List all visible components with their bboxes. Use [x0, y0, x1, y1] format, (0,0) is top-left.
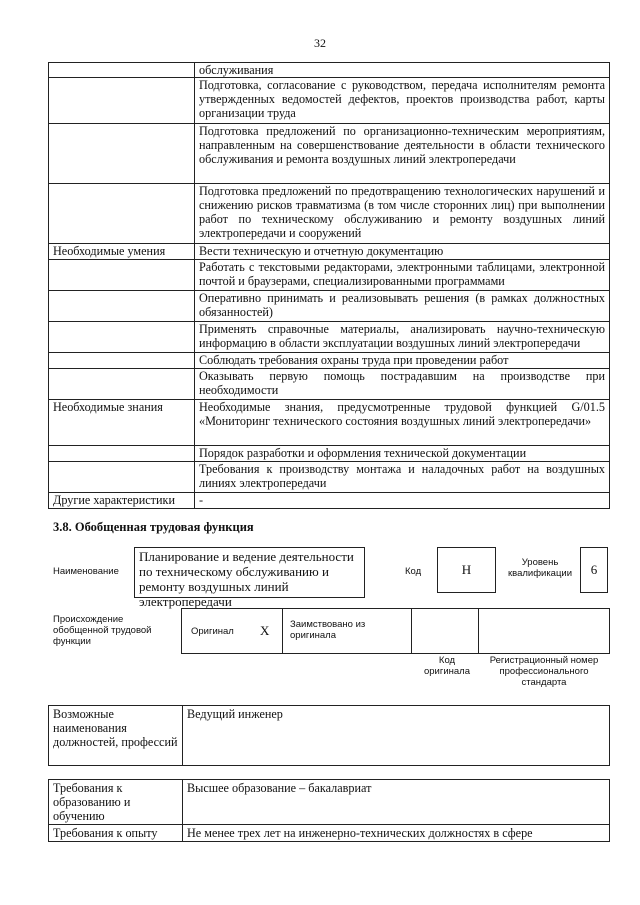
- positions-table: [48, 705, 610, 766]
- table-row: [49, 244, 610, 260]
- table-row: [49, 124, 610, 184]
- row-label: [49, 260, 195, 291]
- table-row: [49, 825, 610, 842]
- table-row: [49, 446, 610, 462]
- code-label: Код: [405, 566, 422, 577]
- table-row: [49, 353, 610, 369]
- table-row: [49, 400, 610, 446]
- row-label: Требования к опыту: [49, 825, 183, 842]
- table-row: [49, 369, 610, 400]
- row-label: Возможные наименования должностей, профессий: [49, 706, 183, 766]
- row-label: [49, 63, 195, 78]
- section-heading: 3.8. Обобщенная трудовая функция: [53, 520, 254, 534]
- table-row: [49, 63, 610, 78]
- row-label: [49, 462, 195, 493]
- row-value: Высшее образование – бакалавриат: [183, 780, 610, 825]
- row-text: Подготовка предложений по организационно-техническим мероприятиям, направленным на совершенствование деятельности в области технического обслуживания и ремонта воздушных линий электропередачи: [195, 124, 610, 184]
- row-text: Оперативно принимать и реализовывать решения (в рамках должностных обязанностей): [195, 291, 610, 322]
- code-box: H: [437, 547, 496, 593]
- table-row: [49, 322, 610, 353]
- page-number: 32: [314, 36, 326, 50]
- row-label: [49, 124, 195, 184]
- level-box: 6: [580, 547, 608, 593]
- row-label: Необходимые умения: [49, 244, 195, 260]
- original-mark: X: [260, 623, 270, 638]
- reg-number-caption: Регистрационный номер профессионального стандарта: [489, 655, 599, 688]
- row-text: Порядок разработки и оформления технической документации: [195, 446, 610, 462]
- name-label: Наименование: [53, 566, 119, 577]
- table-row: [49, 706, 610, 766]
- table-row: [49, 260, 610, 291]
- function-name-box: Планирование и ведение деятельности по техническому обслуживанию и ремонту воздушных линий электропередачи: [134, 547, 365, 598]
- borrowed-label: Заимствовано из оригинала: [290, 619, 366, 641]
- table-row: [49, 184, 610, 244]
- row-label: [49, 446, 195, 462]
- table-row: [49, 493, 610, 509]
- skills-knowledge-table: [48, 62, 610, 509]
- row-label: Необходимые знания: [49, 400, 195, 446]
- row-label: [49, 291, 195, 322]
- divider: [411, 609, 412, 653]
- row-value: Ведущий инженер: [183, 706, 610, 766]
- row-text: Соблюдать требования охраны труда при проведении работ: [195, 353, 610, 369]
- row-label: [49, 322, 195, 353]
- row-label: Другие характеристики: [49, 493, 195, 509]
- code-original-caption: Код оригинала: [423, 655, 470, 677]
- origin-label: Происхождение обобщенной трудовой функции: [53, 614, 152, 647]
- level-label: Уровень квалификации: [507, 557, 573, 579]
- table-row: [49, 462, 610, 493]
- row-value: Не менее трех лет на инженерно-технических должностях в сфере: [183, 825, 610, 842]
- row-text: Подготовка предложений по предотвращению технологических нарушений и снижению рисков травматизма (в том числе сторонних лиц) при выполнении работ по техническому обслуживанию и ремонту воздушных линий электропередачи и сооружений: [195, 184, 610, 244]
- table-row: [49, 780, 610, 825]
- row-text: Подготовка, согласование с руководством, передача исполнителям ремонта утвержденных ведомостей дефектов, проектов производства работ, карты организации труда: [195, 78, 610, 124]
- original-label: Оригинал: [191, 626, 234, 637]
- row-text: Работать с текстовыми редакторами, электронными таблицами, электронной почтой и браузерами, специализированными программами: [195, 260, 610, 291]
- row-text: Требования к производству монтажа и наладочных работ на воздушных линиях электропередачи: [195, 462, 610, 493]
- row-label: [49, 369, 195, 400]
- row-label: [49, 353, 195, 369]
- table-row: [49, 291, 610, 322]
- row-text: -: [195, 493, 610, 509]
- divider: [282, 609, 283, 653]
- row-text: Необходимые знания, предусмотренные трудовой функцией G/01.5 «Мониторинг технического состояния воздушных линий электропередачи»: [195, 400, 610, 446]
- origin-box: [181, 608, 610, 654]
- row-text: Оказывать первую помощь пострадавшим на производстве при необходимости: [195, 369, 610, 400]
- row-label: [49, 184, 195, 244]
- row-text: Вести техническую и отчетную документацию: [195, 244, 610, 260]
- row-label: Требования к образованию и обучению: [49, 780, 183, 825]
- row-text: Применять справочные материалы, анализировать научно-техническую информацию в области эксплуатации воздушных линий электропередачи: [195, 322, 610, 353]
- divider: [478, 609, 479, 653]
- requirements-table: [48, 779, 610, 842]
- table-row: [49, 78, 610, 124]
- row-label: [49, 78, 195, 124]
- row-text: обслуживания: [195, 63, 610, 78]
